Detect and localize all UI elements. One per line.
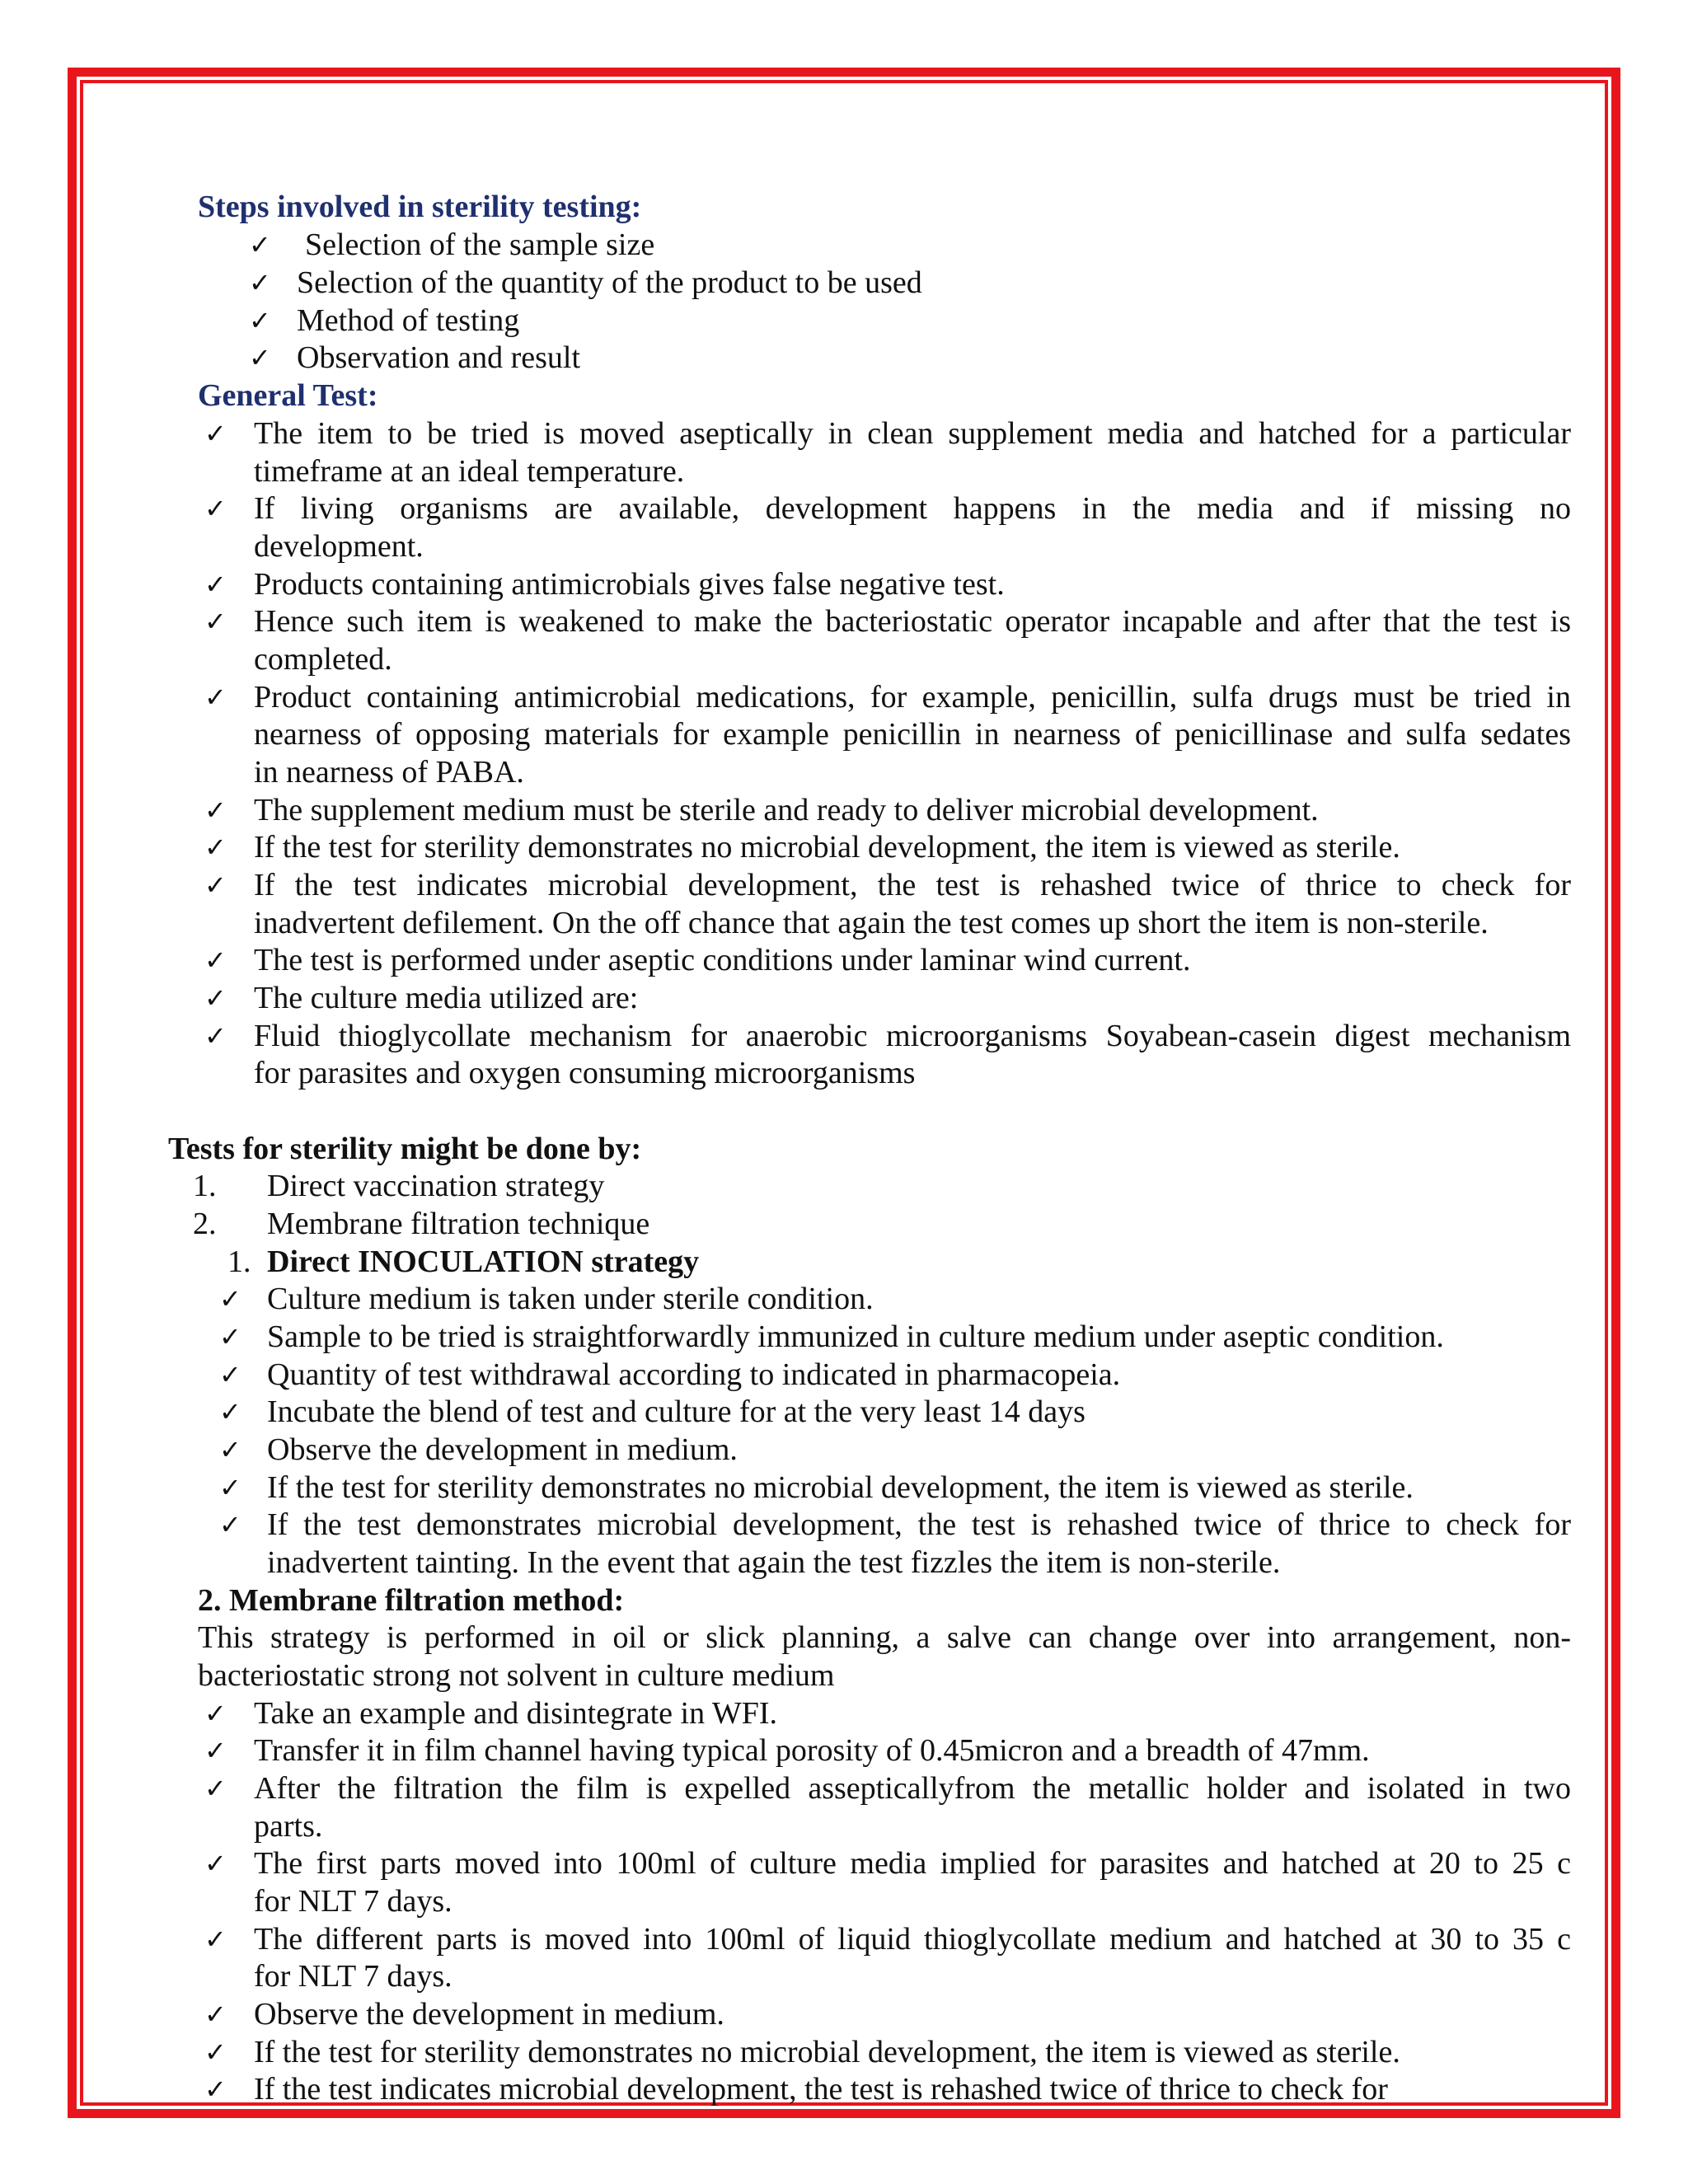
- steps-item: Selection of the sample size: [305, 227, 655, 262]
- general-line: The item to be tried is moved aseptically in clean supplement media and hatched for a particular: [254, 416, 1571, 451]
- membrane-line: After the filtration the film is expelled assepticallyfrom the metallic holder and isolated in two: [254, 1771, 1571, 1806]
- general-line: Fluid thioglycollate mechanism for anaerobic microorganisms Soyabean-casein digest mechanism: [254, 1019, 1571, 1053]
- list-number: 1.: [193, 1169, 217, 1203]
- check-icon: ✓: [204, 418, 227, 449]
- general-line: in nearness of PABA.: [254, 755, 524, 790]
- general-heading: General Test:: [198, 378, 378, 413]
- check-icon: ✓: [204, 1999, 227, 2030]
- steps-item: Method of testing: [297, 303, 520, 338]
- check-icon: ✓: [204, 1020, 227, 1052]
- membrane-line: Transfer it in film channel having typical porosity of 0.45micron and a breadth of 47mm.: [254, 1733, 1370, 1768]
- membrane-line: The first parts moved into 100ml of culture media implied for parasites and hatched at 20 to 25 c: [254, 1846, 1571, 1881]
- direct-line: Incubate the blend of test and culture for at the very least 14 days: [267, 1394, 1085, 1429]
- check-icon: ✓: [204, 1698, 227, 1729]
- membrane-line: The different parts is moved into 100ml of liquid thioglycollate medium and hatched at 30 to 35 c: [254, 1922, 1571, 1957]
- check-icon: ✓: [204, 682, 227, 713]
- general-line: If living organisms are available, development happens in the media and if missing no: [254, 491, 1571, 526]
- general-line: nearness of opposing materials for example penicillin in nearness of penicillinase and sulfa sedates: [254, 717, 1571, 752]
- check-icon: ✓: [204, 1735, 227, 1766]
- check-icon: ✓: [219, 1283, 241, 1315]
- check-icon: ✓: [219, 1434, 241, 1465]
- membrane-heading: 2. Membrane filtration method:: [198, 1583, 625, 1618]
- check-icon: ✓: [204, 1848, 227, 1879]
- general-line: Product containing antimicrobial medications, for example, penicillin, sulfa drugs must be tried in: [254, 680, 1571, 715]
- check-icon: ✓: [219, 1509, 241, 1540]
- direct-line: If the test demonstrates microbial development, the test is rehashed twice of thrice to check for: [267, 1507, 1571, 1542]
- membrane-line: Observe the development in medium.: [254, 1997, 724, 2032]
- membrane-line: parts.: [254, 1809, 323, 1844]
- general-line: If the test for sterility demonstrates no microbial development, the item is viewed as sterile.: [254, 830, 1400, 865]
- check-icon: ✓: [204, 944, 227, 976]
- steps-item: Observation and result: [297, 340, 581, 375]
- direct-line: inadvertent tainting. In the event that again the test fizzles the item is non-sterile.: [267, 1545, 1281, 1580]
- check-icon: ✓: [204, 2036, 227, 2068]
- general-line: The supplement medium must be sterile and ready to deliver microbial development.: [254, 793, 1319, 827]
- check-icon: ✓: [204, 794, 227, 826]
- check-icon: ✓: [204, 1773, 227, 1804]
- general-line: If the test indicates microbial development, the test is rehashed twice of thrice to check for: [254, 868, 1571, 902]
- check-icon: ✓: [219, 1359, 241, 1390]
- direct-line: Observe the development in medium.: [267, 1432, 738, 1467]
- check-icon: ✓: [219, 1396, 241, 1427]
- steps-item: Selection of the quantity of the product to be used: [297, 265, 922, 300]
- membrane-line: Take an example and disintegrate in WFI.: [254, 1696, 778, 1731]
- direct-line: Quantity of test withdrawal according to indicated in pharmacopeia.: [267, 1357, 1121, 1392]
- general-line: development.: [254, 529, 424, 564]
- general-line: inadvertent defilement. On the off chance that again the test comes up short the item is non-sterile.: [254, 906, 1489, 940]
- general-line: completed.: [254, 642, 392, 677]
- check-icon: ✓: [204, 1924, 227, 1955]
- list-number: 2.: [193, 1207, 217, 1241]
- general-line: Products containing antimicrobials gives false negative test.: [254, 567, 1005, 602]
- check-icon: ✓: [204, 569, 227, 600]
- membrane-line: for NLT 7 days.: [254, 1959, 452, 1994]
- membrane-line: If the test for sterility demonstrates no microbial development, the item is viewed as sterile.: [254, 2035, 1400, 2069]
- check-icon: ✓: [204, 982, 227, 1014]
- tests-list-item: Membrane filtration technique: [267, 1207, 650, 1241]
- check-icon: ✓: [249, 229, 271, 260]
- general-line: for parasites and oxygen consuming microorganisms: [254, 1056, 916, 1090]
- direct-line: If the test for sterility demonstrates no microbial development, the item is viewed as sterile.: [267, 1470, 1414, 1505]
- membrane-line: If the test indicates microbial development, the test is rehashed twice of thrice to check for: [254, 2072, 1388, 2107]
- list-number: 1.: [227, 1244, 251, 1279]
- check-icon: ✓: [204, 493, 227, 524]
- general-line: The test is performed under aseptic conditions under laminar wind current.: [254, 943, 1191, 977]
- direct-heading: Direct INOCULATION strategy: [267, 1244, 700, 1279]
- direct-line: Sample to be tried is straightforwardly immunized in culture medium under aseptic condition.: [267, 1319, 1444, 1354]
- check-icon: ✓: [249, 267, 271, 298]
- steps-heading: Steps involved in sterility testing:: [198, 190, 642, 224]
- check-icon: ✓: [204, 606, 227, 637]
- tests-list-item: Direct vaccination strategy: [267, 1169, 605, 1203]
- tests-heading: Tests for sterility might be done by:: [168, 1132, 642, 1166]
- general-line: Hence such item is weakened to make the bacteriostatic operator incapable and after that the test is: [254, 604, 1571, 639]
- general-line: timeframe at an ideal temperature.: [254, 454, 685, 489]
- check-icon: ✓: [219, 1321, 241, 1352]
- check-icon: ✓: [249, 305, 271, 336]
- check-icon: ✓: [204, 2074, 227, 2105]
- check-icon: ✓: [219, 1472, 241, 1503]
- membrane-line: for NLT 7 days.: [254, 1884, 452, 1919]
- check-icon: ✓: [249, 342, 271, 373]
- direct-line: Culture medium is taken under sterile condition.: [267, 1282, 874, 1316]
- check-icon: ✓: [204, 832, 227, 863]
- check-icon: ✓: [204, 869, 227, 901]
- membrane-intro: This strategy is performed in oil or slick planning, a salve can change over into arrangement, non-: [198, 1620, 1571, 1655]
- general-line: The culture media utilized are:: [254, 981, 639, 1015]
- membrane-intro: bacteriostatic strong not solvent in culture medium: [198, 1658, 835, 1693]
